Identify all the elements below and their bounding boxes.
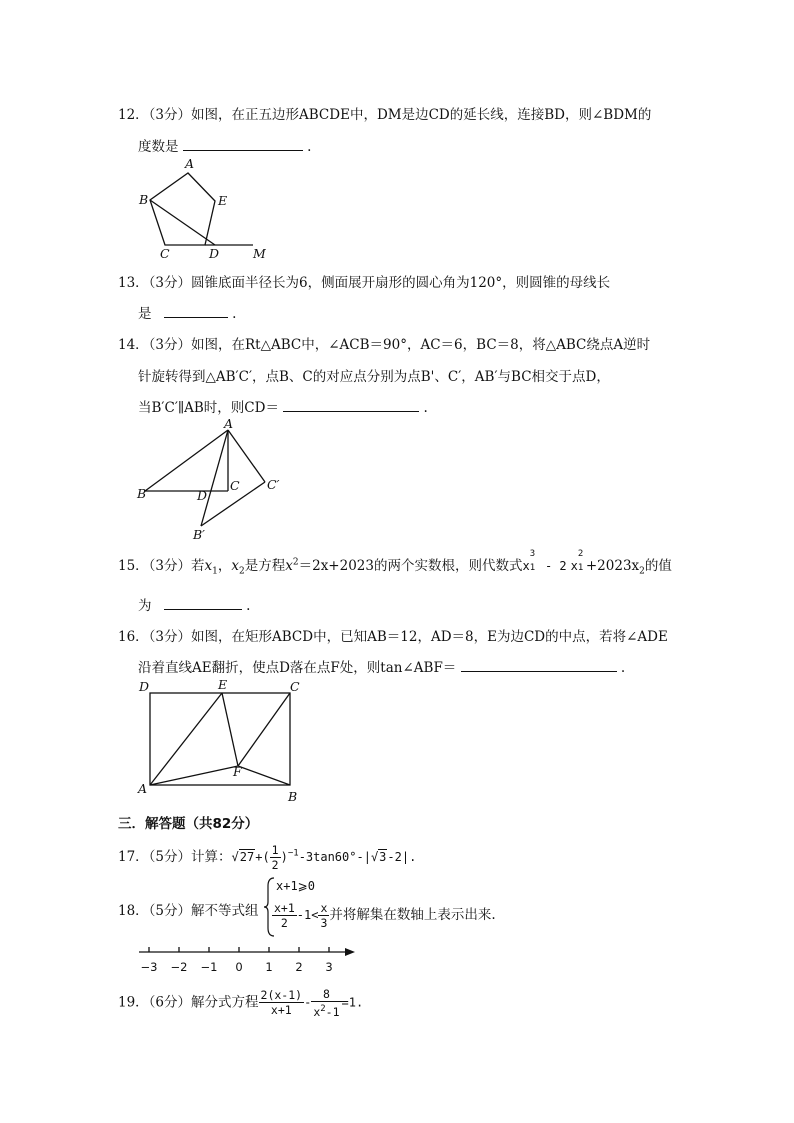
q19-fraction1 xyxy=(259,988,305,1017)
q17-sqrt3: √3 xyxy=(370,850,387,864)
q12-line2-text: 度数是 xyxy=(138,139,179,155)
q15-end: . xyxy=(246,598,251,614)
tick-label: 2 xyxy=(295,960,303,974)
q18-ineq2 xyxy=(272,901,496,930)
q18-frac-n: x+1 xyxy=(274,901,295,915)
segment-acprime xyxy=(228,430,265,482)
tick-label: 0 xyxy=(235,960,243,974)
q15-suffix: 的值 xyxy=(644,558,672,574)
q16-end: . xyxy=(620,660,626,676)
q14-line3-text: 当B′C′∥AB时，则CD＝ xyxy=(138,400,279,416)
q15-line2-text: 为 xyxy=(138,598,152,614)
q17-frac-d: 2 xyxy=(271,858,279,872)
q18-minus: -1< xyxy=(296,908,319,922)
q17-close: ) xyxy=(280,850,288,864)
label-bprime: B′ xyxy=(193,527,206,542)
q15-line2 xyxy=(138,594,250,614)
q15-sep: ， xyxy=(217,558,232,574)
tick-label: −2 xyxy=(170,960,188,974)
q18-prefix: 18．（5分）解不等式组 xyxy=(118,903,259,919)
q15-x1-sub: 1 xyxy=(212,566,218,577)
q16-rectangle-figure xyxy=(135,678,315,808)
tick-label: −1 xyxy=(200,960,218,974)
label-d: D xyxy=(139,679,150,694)
q13-line1: 13．（3分）圆锥底面半径长为6，侧面展开扇形的圆心角为120°，则圆锥的母线长 xyxy=(118,275,611,291)
q16-answer-blank xyxy=(461,659,617,672)
q15-mid: 是方程 xyxy=(244,558,286,574)
segment-bd xyxy=(150,200,215,245)
q14-line1: 14．（3分）如图，在Rt△ABC中，∠ACB＝90°，AC＝6，BC＝8，将△ABC绕点A逆时 xyxy=(118,337,651,353)
number-line-ticks xyxy=(141,947,333,974)
segment-ab xyxy=(145,430,228,491)
segment-fb xyxy=(238,766,290,785)
q17-exp: −1 xyxy=(287,848,299,859)
q14-answer-blank xyxy=(283,399,419,412)
q18-ineq1: x+1⩾0 xyxy=(276,879,315,893)
q19-f2-d-rest: -1 xyxy=(325,1004,340,1019)
q16-line2-text: 沿着直线AE翻折，使点D落在点F处，则tan∠ABF＝ xyxy=(138,660,457,676)
label-d: D xyxy=(197,488,208,503)
label-c: C xyxy=(290,679,300,694)
q18-fraction1 xyxy=(272,901,297,930)
q19-f2-d xyxy=(311,1002,341,1019)
q15-expr-sup2: 2 xyxy=(577,549,584,559)
q19-f2-n: 8 xyxy=(311,987,341,1002)
q17-rad2: 3 xyxy=(379,850,387,864)
segment-fc xyxy=(238,693,290,766)
q12-answer-blank xyxy=(183,138,303,151)
q19-f1-d: x+1 xyxy=(270,1003,292,1018)
q13-answer-blank xyxy=(164,305,228,318)
q12-line2 xyxy=(138,135,311,155)
q12-line1: 12．（3分）如图，在正五边形ABCDE中，DM是边CD的延长线，连接BD，则∠BDM的 xyxy=(118,107,652,123)
q17-rad1: 27 xyxy=(239,850,255,864)
label-d: D xyxy=(209,246,220,261)
q16-line1: 16．（3分）如图，在矩形ABCD中，已知AB＝12，AD＝8，E为边CD的中点，若将∠ADE xyxy=(118,629,668,645)
q18-frac-d: 2 xyxy=(280,916,288,930)
q18-frac2-n: x xyxy=(320,901,328,915)
pentagon xyxy=(150,173,215,245)
q15-eq-exp: 2 xyxy=(292,557,299,568)
q15-x2-sub: 2 xyxy=(239,566,245,577)
q17-plus: +( xyxy=(255,850,270,864)
q12-end: . xyxy=(307,139,312,155)
label-b: B xyxy=(137,486,147,501)
q18-suffix: 并将解集在数轴上表示出来. xyxy=(329,907,496,923)
label-cprime: C′ xyxy=(267,477,280,492)
q19-tail: =1. xyxy=(341,995,364,1010)
q15-eq-rest: ＝2x+2023的两个实数根，则代数式 xyxy=(298,558,523,574)
q19-f2-d-x: x xyxy=(313,1004,321,1019)
q18-fraction2 xyxy=(318,901,329,930)
q15-expr-scripts2 xyxy=(577,549,586,573)
label-b: B xyxy=(288,789,298,804)
q17-mid: -3tan60°-| xyxy=(298,850,371,864)
q14-rotation-figure xyxy=(135,418,295,543)
q14-line2: 针旋转得到△AB′C′，点B、C的对应点分别为点B'、C′，AB′与BC相交于点D， xyxy=(138,369,610,385)
segment-ef xyxy=(222,693,238,766)
segment-abprime xyxy=(201,430,228,526)
q15-expr-x2: x xyxy=(570,559,578,573)
q17-line xyxy=(118,843,416,872)
label-e: E xyxy=(218,677,228,692)
rectangle-abcd xyxy=(150,693,290,785)
q19-prefix: 19．（6分）解分式方程 xyxy=(118,994,259,1011)
q15-expr-sub1b: 1 xyxy=(577,563,584,573)
number-line-arrow xyxy=(345,948,355,956)
q13-line2 xyxy=(138,302,236,322)
tick-label: −3 xyxy=(140,960,158,974)
q15-expr-sub1: 1 xyxy=(529,563,536,573)
label-a: A xyxy=(224,416,234,431)
label-a: A xyxy=(138,781,148,796)
label-f: F xyxy=(233,764,242,779)
q15-x1: x xyxy=(204,558,213,574)
tick-label: 3 xyxy=(325,960,333,974)
q13-end: . xyxy=(232,306,237,322)
label-c: C xyxy=(230,478,240,493)
q17-tail: -2|. xyxy=(387,850,417,864)
q13-line2-text: 是 xyxy=(138,306,152,322)
label-c: C xyxy=(160,246,170,261)
q14-line3 xyxy=(138,396,428,416)
q15-expr-x: x xyxy=(522,559,530,573)
q19-f1-n: 2(x-1) xyxy=(260,988,303,1003)
q15-answer-blank xyxy=(164,597,242,610)
q17-fraction xyxy=(270,843,281,872)
q19-minus: - xyxy=(304,995,312,1010)
tick-label: 1 xyxy=(265,960,273,974)
section-3-heading: 三．解答题（共82分） xyxy=(118,816,259,832)
q15-expr-tail-sub: 2 xyxy=(639,566,645,577)
q19-fraction2 xyxy=(311,987,341,1019)
q15-x2: x xyxy=(231,558,240,574)
q15-expr-sup3: 3 xyxy=(529,549,536,559)
label-b: B xyxy=(139,192,149,207)
q15-expression xyxy=(522,549,585,573)
q14-end: . xyxy=(423,400,428,416)
q15-expr-minus: - 2 xyxy=(537,559,567,573)
q18-number-line xyxy=(135,942,360,976)
q16-line2 xyxy=(138,656,625,676)
q17-prefix: 17．（5分）计算： xyxy=(118,849,232,865)
label-e: E xyxy=(218,193,228,208)
label-m: M xyxy=(253,246,266,261)
q15-eq-x: x xyxy=(285,558,293,574)
q15-expr-scripts xyxy=(529,549,538,573)
q18-frac2-d: 3 xyxy=(320,916,328,930)
q12-pentagon-figure xyxy=(135,155,275,265)
q15-prefix: 15．（3分）若 xyxy=(118,558,205,574)
q19-line xyxy=(118,987,363,1019)
label-a: A xyxy=(185,156,195,171)
q17-frac-n: 1 xyxy=(271,843,279,857)
q17-sqrt27: √27 xyxy=(231,850,255,864)
q19-f2-d-exp: 2 xyxy=(320,1004,326,1014)
q15-line1 xyxy=(118,549,672,577)
q15-expr-tail: +2023x xyxy=(585,558,640,574)
